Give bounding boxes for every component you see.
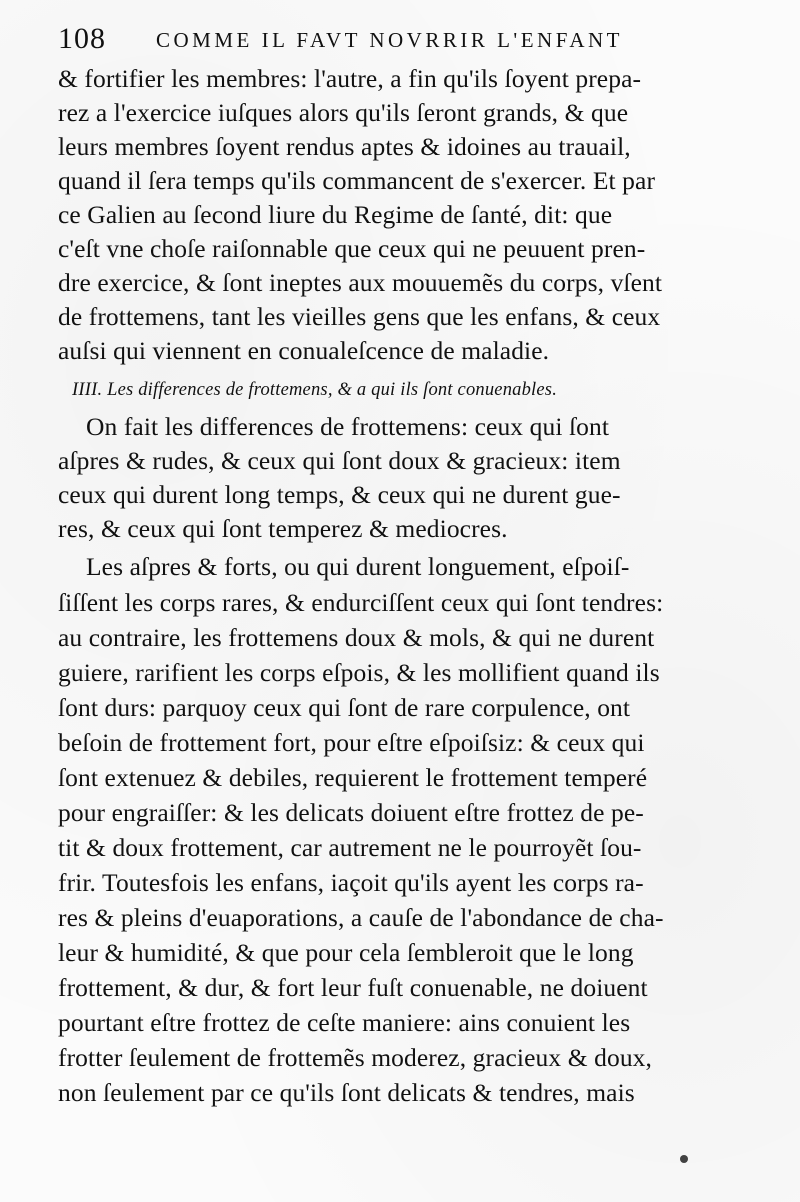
- page-number: 108: [58, 22, 106, 55]
- text-line: de frottemens, tant les vieilles gens que les enfans, & ceux: [58, 302, 661, 331]
- text-line: non ſeulement par ce qu'ils ſont delicats & tendres, mais: [58, 1078, 635, 1107]
- ink-speck: [680, 1155, 688, 1163]
- text-line: dre exercice, & ſont ineptes aux mouuemẽs du corps, vſent: [58, 268, 663, 297]
- text-line: tit & doux frottement, car autrement ne le pourroyẽt ſou-: [58, 833, 642, 862]
- text-line: frotter ſeulement de frottemẽs moderez, gracieux & doux,: [58, 1043, 652, 1072]
- text-line: ſont extenuez & debiles, requierent le frottement temperé: [58, 763, 648, 792]
- text-line: ſiſſent les corps rares, & endurciſſent ceux qui ſont tendres:: [58, 588, 664, 617]
- text-line: beſoin de frottement fort, pour eſtre eſpoiſsiz: & ceux qui: [58, 728, 645, 757]
- text-line: ce Galien au ſecond liure du Regime de ſanté, dit: que: [58, 200, 613, 229]
- text-line: ſont durs: parquoy ceux qui ſont de rare corpulence, ont: [58, 693, 631, 722]
- text-line: res, & ceux qui ſont temperez & mediocres.: [58, 514, 508, 543]
- text-line: & fortifier les membres: l'autre, a fin qu'ils ſoyent prepa-: [58, 64, 642, 93]
- text-line: ceux qui durent long temps, & ceux qui ne durent gue-: [58, 480, 621, 509]
- text-line: pour engraiſſer: & les delicats doiuent eſtre frottez de pe-: [58, 798, 644, 827]
- text-line: frir. Toutesfois les enfans, iaçoit qu'ils ayent les corps ra-: [58, 868, 644, 897]
- text-line: aſpres & rudes, & ceux qui ſont doux & gracieux: item: [58, 446, 621, 475]
- text-line: guiere, rarifient les corps eſpois, & les mollifient quand ils: [58, 658, 660, 687]
- text-line: On fait les differences de frottemens: ceux qui ſont: [86, 412, 610, 441]
- text-line: leurs membres ſoyent rendus aptes & idoines au trauail,: [58, 132, 631, 161]
- page-header: [58, 22, 758, 56]
- text-line: pourtant eſtre frottez de ceſte maniere: ains conuient les: [58, 1008, 631, 1037]
- text-line: frottement, & dur, & fort leur fuſt conuenable, ne doiuent: [58, 973, 648, 1002]
- text-line: rez a l'exercice iuſques alors qu'ils ſeront grands, & que: [58, 98, 629, 127]
- text-line: au contraire, les frottemens doux & mols, & qui ne durent: [58, 623, 655, 652]
- section-heading: IIII. Les differences de frottemens, & a qui ils ſont conuenables.: [72, 380, 558, 400]
- text-line: res & pleins d'euaporations, a cauſe de l'abondance de cha-: [58, 903, 664, 932]
- text-line: auſsi qui viennent en conualeſcence de maladie.: [58, 336, 550, 365]
- text-line: quand il ſera temps qu'ils commancent de s'exercer. Et par: [58, 166, 656, 195]
- text-line: c'eſt vne choſe raiſonnable que ceux qui ne peuuent pren-: [58, 234, 646, 263]
- running-head: COMME IL FAVT NOVRRIR L'ENFANT: [156, 28, 623, 52]
- text-line: leur & humidité, & que pour cela ſembleroit que le long: [58, 938, 634, 967]
- text-line: Les aſpres & forts, ou qui durent longuement, eſpoiſ-: [86, 552, 630, 581]
